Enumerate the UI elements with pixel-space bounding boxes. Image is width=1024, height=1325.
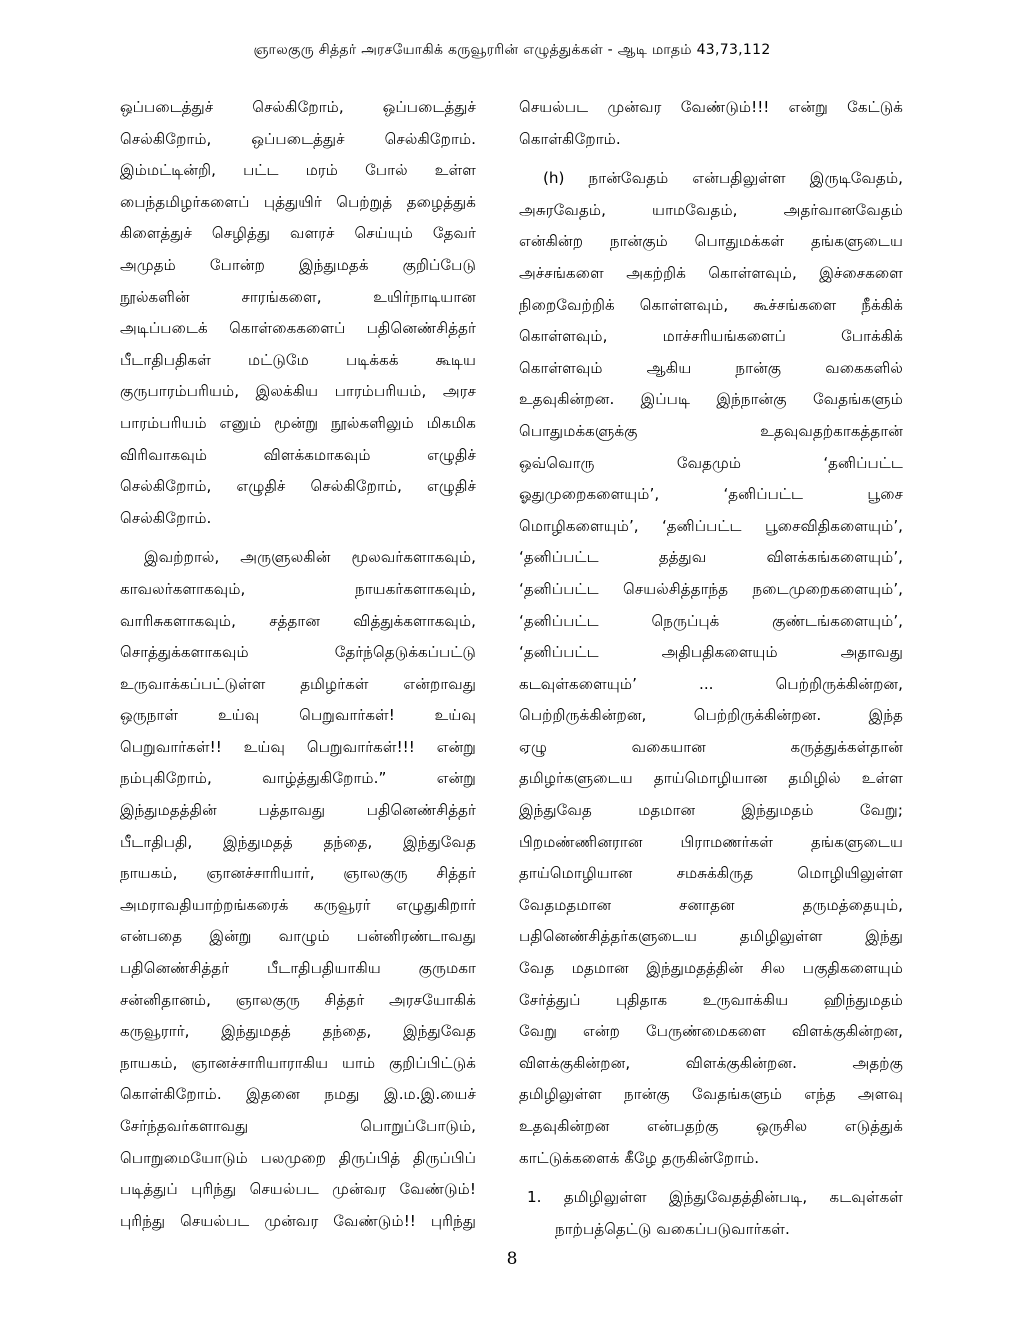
text-line: இம்மட்டின்றி, பட்ட மரம் போல் உள்ள bbox=[120, 161, 476, 180]
text-line: கொள்ளவும் ஆகிய நான்கு வகைகளில் bbox=[519, 358, 903, 377]
paragraph-gap bbox=[519, 155, 903, 163]
text-line: குருபாரம்பரியம், இலக்கிய பாரம்பரியம், அரச bbox=[120, 382, 476, 401]
text-line: செல்கிறோம், ஒப்படைத்துச் செல்கிறோம். bbox=[120, 129, 476, 148]
text-line: செல்கிறோம். bbox=[120, 508, 212, 527]
text-line: பதினெண்சித்தர்களுடைய தமிழிலுள்ள இந்து bbox=[519, 927, 903, 946]
text-line: பதினெண்சித்தர் பீடாதிபதியாகிய குருமகா bbox=[120, 959, 476, 978]
text-line: மொழிகளையும்’, ‘தனிப்பட்ட பூசைவிதிகளையும்’, bbox=[519, 516, 903, 535]
right-column bbox=[519, 92, 903, 1245]
text-line: இந்துமதத்தின் பத்தாவது பதினெண்சித்தர் bbox=[120, 801, 476, 820]
text-line: பீடாதிபதிகள் மட்டுமே படிக்கக் கூடிய bbox=[120, 350, 476, 369]
text-line: உருவாக்கப்பட்டுள்ள தமிழர்கள் என்றாவது bbox=[120, 674, 476, 693]
text-line: தமிழர்களுடைய தாய்மொழியான தமிழில் உள்ள bbox=[519, 769, 903, 788]
text-line: அச்சங்களை அகற்றிக் கொள்ளவும், இச்சைகளை bbox=[519, 263, 903, 282]
text-line: நாயகம், ஞானச்சாரியாராகிய யாம் குறிப்பிட்டுக் bbox=[120, 1053, 476, 1072]
text-line: படித்துப் புரிந்து செயல்பட முன்வர வேண்டும்! bbox=[120, 1180, 476, 1199]
text-line: பெற்றிருக்கின்றன, பெற்றிருக்கின்றன. இந்த bbox=[519, 706, 903, 725]
page-number: 8 bbox=[506, 1249, 518, 1269]
text-line: சேர்ந்தவர்களாவது பொறுப்போடும், bbox=[120, 1117, 476, 1135]
text-line: வேத மதமான இந்துமதத்தின் சில பகுதிகளையும் bbox=[519, 959, 903, 978]
text-line: அசுரவேதம், யாமவேதம், அதர்வானவேதம் bbox=[519, 200, 903, 219]
text-line: வேறு என்ற பேருண்மைகளை விளக்குகின்றன, bbox=[519, 1022, 903, 1041]
text-line: நாயகம், ஞானச்சாரியார், ஞாலகுரு சித்தர் bbox=[120, 864, 476, 883]
paragraph-gap bbox=[120, 534, 476, 542]
text-line: நம்புகிறோம், வாழ்த்துகிறோம்.” என்று bbox=[120, 769, 476, 788]
text-line: பிறமண்ணினரான பிராமணர்கள் தங்களுடைய bbox=[519, 832, 903, 851]
text-line: ‘தனிப்பட்ட செயல்சித்தாந்த நடைமுறைகளையும்’, bbox=[519, 579, 903, 598]
text-line: தாய்மொழியான சமசுக்கிருத மொழியிலுள்ள bbox=[519, 864, 903, 883]
text-line: பைந்தமிழர்களைப் புத்துயிர் பெற்றுத் தழைத்துக் bbox=[120, 192, 476, 211]
text-line: ஒப்படைத்துச் செல்கிறோம், ஒப்படைத்துச் bbox=[120, 98, 476, 116]
text-line: கொள்கிறோம். bbox=[519, 129, 621, 148]
text-line: நூல்களின் சாரங்களை, உயிர்நாடியான bbox=[120, 287, 476, 306]
text-line: உதவுகின்றன என்பதற்கு ஒருசில எடுத்துக் bbox=[519, 1117, 903, 1135]
text-line: ‘தனிப்பட்ட அதிபதிகளையும் அதாவது bbox=[519, 643, 903, 662]
text-line: விரிவாகவும் விளக்கமாகவும் எழுதிச் bbox=[120, 445, 476, 464]
text-line: காவலர்களாகவும், நாயகர்களாகவும், bbox=[120, 579, 476, 598]
text-line: விளக்குகின்றன, விளக்குகின்றன. அதற்கு bbox=[519, 1053, 903, 1072]
text-line: பொதுமக்களுக்கு உதவுவதற்காகத்தான் bbox=[519, 421, 903, 440]
text-line: பெறுவார்கள்!! உய்வு பெறுவார்கள்!!! என்று bbox=[120, 737, 476, 756]
text-line: ‘தனிப்பட்ட நெருப்புக் குண்டங்களையும்’, bbox=[519, 611, 903, 630]
text-line: கொள்ளவும், மாச்சரியங்களைப் போக்கிக் bbox=[519, 327, 903, 346]
text-line: கிளைத்துச் செழித்து வளரச் செய்யும் தேவர் bbox=[120, 224, 476, 243]
text-line: அடிப்படைக் கொள்கைகளைப் பதினெண்சித்தர் bbox=[120, 319, 476, 338]
text-line: ‘தனிப்பட்ட தத்துவ விளக்கங்களையும்’, bbox=[519, 548, 903, 567]
text-line: பொறுமையோடும் பலமுறை திருப்பித் திருப்பிப் bbox=[120, 1148, 476, 1167]
text-line: பாரம்பரியம் எனும் மூன்று நூல்களிலும் மிகமிக bbox=[120, 413, 476, 432]
text-line: வாரிசுகளாகவும், சத்தான வித்துக்களாகவும், bbox=[120, 611, 476, 630]
text-line: சன்னிதானம், ஞாலகுரு சித்தர் அரசயோகிக் bbox=[120, 990, 476, 1009]
paragraph-gap bbox=[519, 1174, 903, 1182]
text-line: தமிழிலுள்ள நான்கு வேதங்களும் எந்த அளவு bbox=[519, 1085, 903, 1104]
page-header: ஞாலகுரு சித்தர் அரசயோகிக் கருவூரரின் எழுத்துக்கள் - ஆடி மாதம் 43,73,112 bbox=[253, 42, 771, 58]
text-line: ஒருநாள் உய்வு பெறுவார்கள்! உய்வு bbox=[120, 706, 476, 725]
text-line: என்கின்ற நான்கும் பொதுமக்கள் தங்களுடைய bbox=[519, 232, 903, 251]
text-line: இவற்றால், அருளுலகின் மூலவர்களாகவும், bbox=[144, 548, 476, 567]
left-column bbox=[120, 92, 476, 1237]
text-line: சொத்துக்களாகவும் தேர்ந்தெடுக்கப்பட்டு bbox=[120, 643, 476, 662]
text-line: புரிந்து செயல்பட முன்வர வேண்டும்!! புரிந்து bbox=[120, 1211, 476, 1230]
text-line: கடவுள்களையும்’ ... பெற்றிருக்கின்றன, bbox=[519, 674, 903, 693]
text-line: அமுதம் போன்ற இந்துமதக் குறிப்பேடு bbox=[120, 255, 476, 274]
text-line: கொள்கிறோம். இதனை நமது இ.ம.இ.யைச் bbox=[120, 1085, 476, 1104]
text-line: என்பதை இன்று வாழும் பன்னிரண்டாவது bbox=[120, 927, 476, 946]
list-item-line: நாற்பத்தெட்டு வகைப்படுவார்கள். bbox=[555, 1219, 790, 1238]
text-line: ஒவ்வொரு வேதமும் ‘தனிப்பட்ட bbox=[519, 453, 903, 472]
text-line: இந்துவேத மதமான இந்துமதம் வேறு; bbox=[519, 801, 903, 820]
text-line: நிறைவேற்றிக் கொள்ளவும், கூச்சங்களை நீக்கிக் bbox=[519, 295, 903, 314]
text-line: அமராவதியாற்றங்கரைக் கருவூரர் எழுதுகிறார் bbox=[120, 895, 476, 914]
list-item-line: 1. தமிழிலுள்ள இந்துவேதத்தின்படி, கடவுள்கள் bbox=[527, 1188, 903, 1207]
text-line: ஏழு வகையான கருத்துக்கள்தான் bbox=[519, 737, 903, 756]
text-line: (h) நான்வேதம் என்பதிலுள்ள இருடிவேதம், bbox=[543, 169, 903, 188]
text-line: ஓதுமுறைகளையும்’, ‘தனிப்பட்ட பூசை bbox=[519, 485, 903, 504]
text-line: கருவூரார், இந்துமதத் தந்தை, இந்துவேத bbox=[120, 1022, 476, 1041]
text-line: காட்டுக்களைக் கீழே தருகின்றோம். bbox=[519, 1148, 760, 1167]
text-line: பீடாதிபதி, இந்துமதத் தந்தை, இந்துவேத bbox=[120, 832, 476, 851]
text-line: சேர்த்துப் புதிதாக உருவாக்கிய ஹிந்துமதம் bbox=[519, 990, 903, 1009]
text-line: செல்கிறோம், எழுதிச் செல்கிறோம், எழுதிச் bbox=[120, 477, 476, 496]
text-line: வேதமதமான சனாதன தருமத்தையும், bbox=[519, 895, 903, 914]
text-line: உதவுகின்றன. இப்படி இந்நான்கு வேதங்களும் bbox=[519, 390, 903, 409]
text-line: செயல்பட முன்வர வேண்டும்!!! என்று கேட்டுக் bbox=[519, 98, 903, 116]
